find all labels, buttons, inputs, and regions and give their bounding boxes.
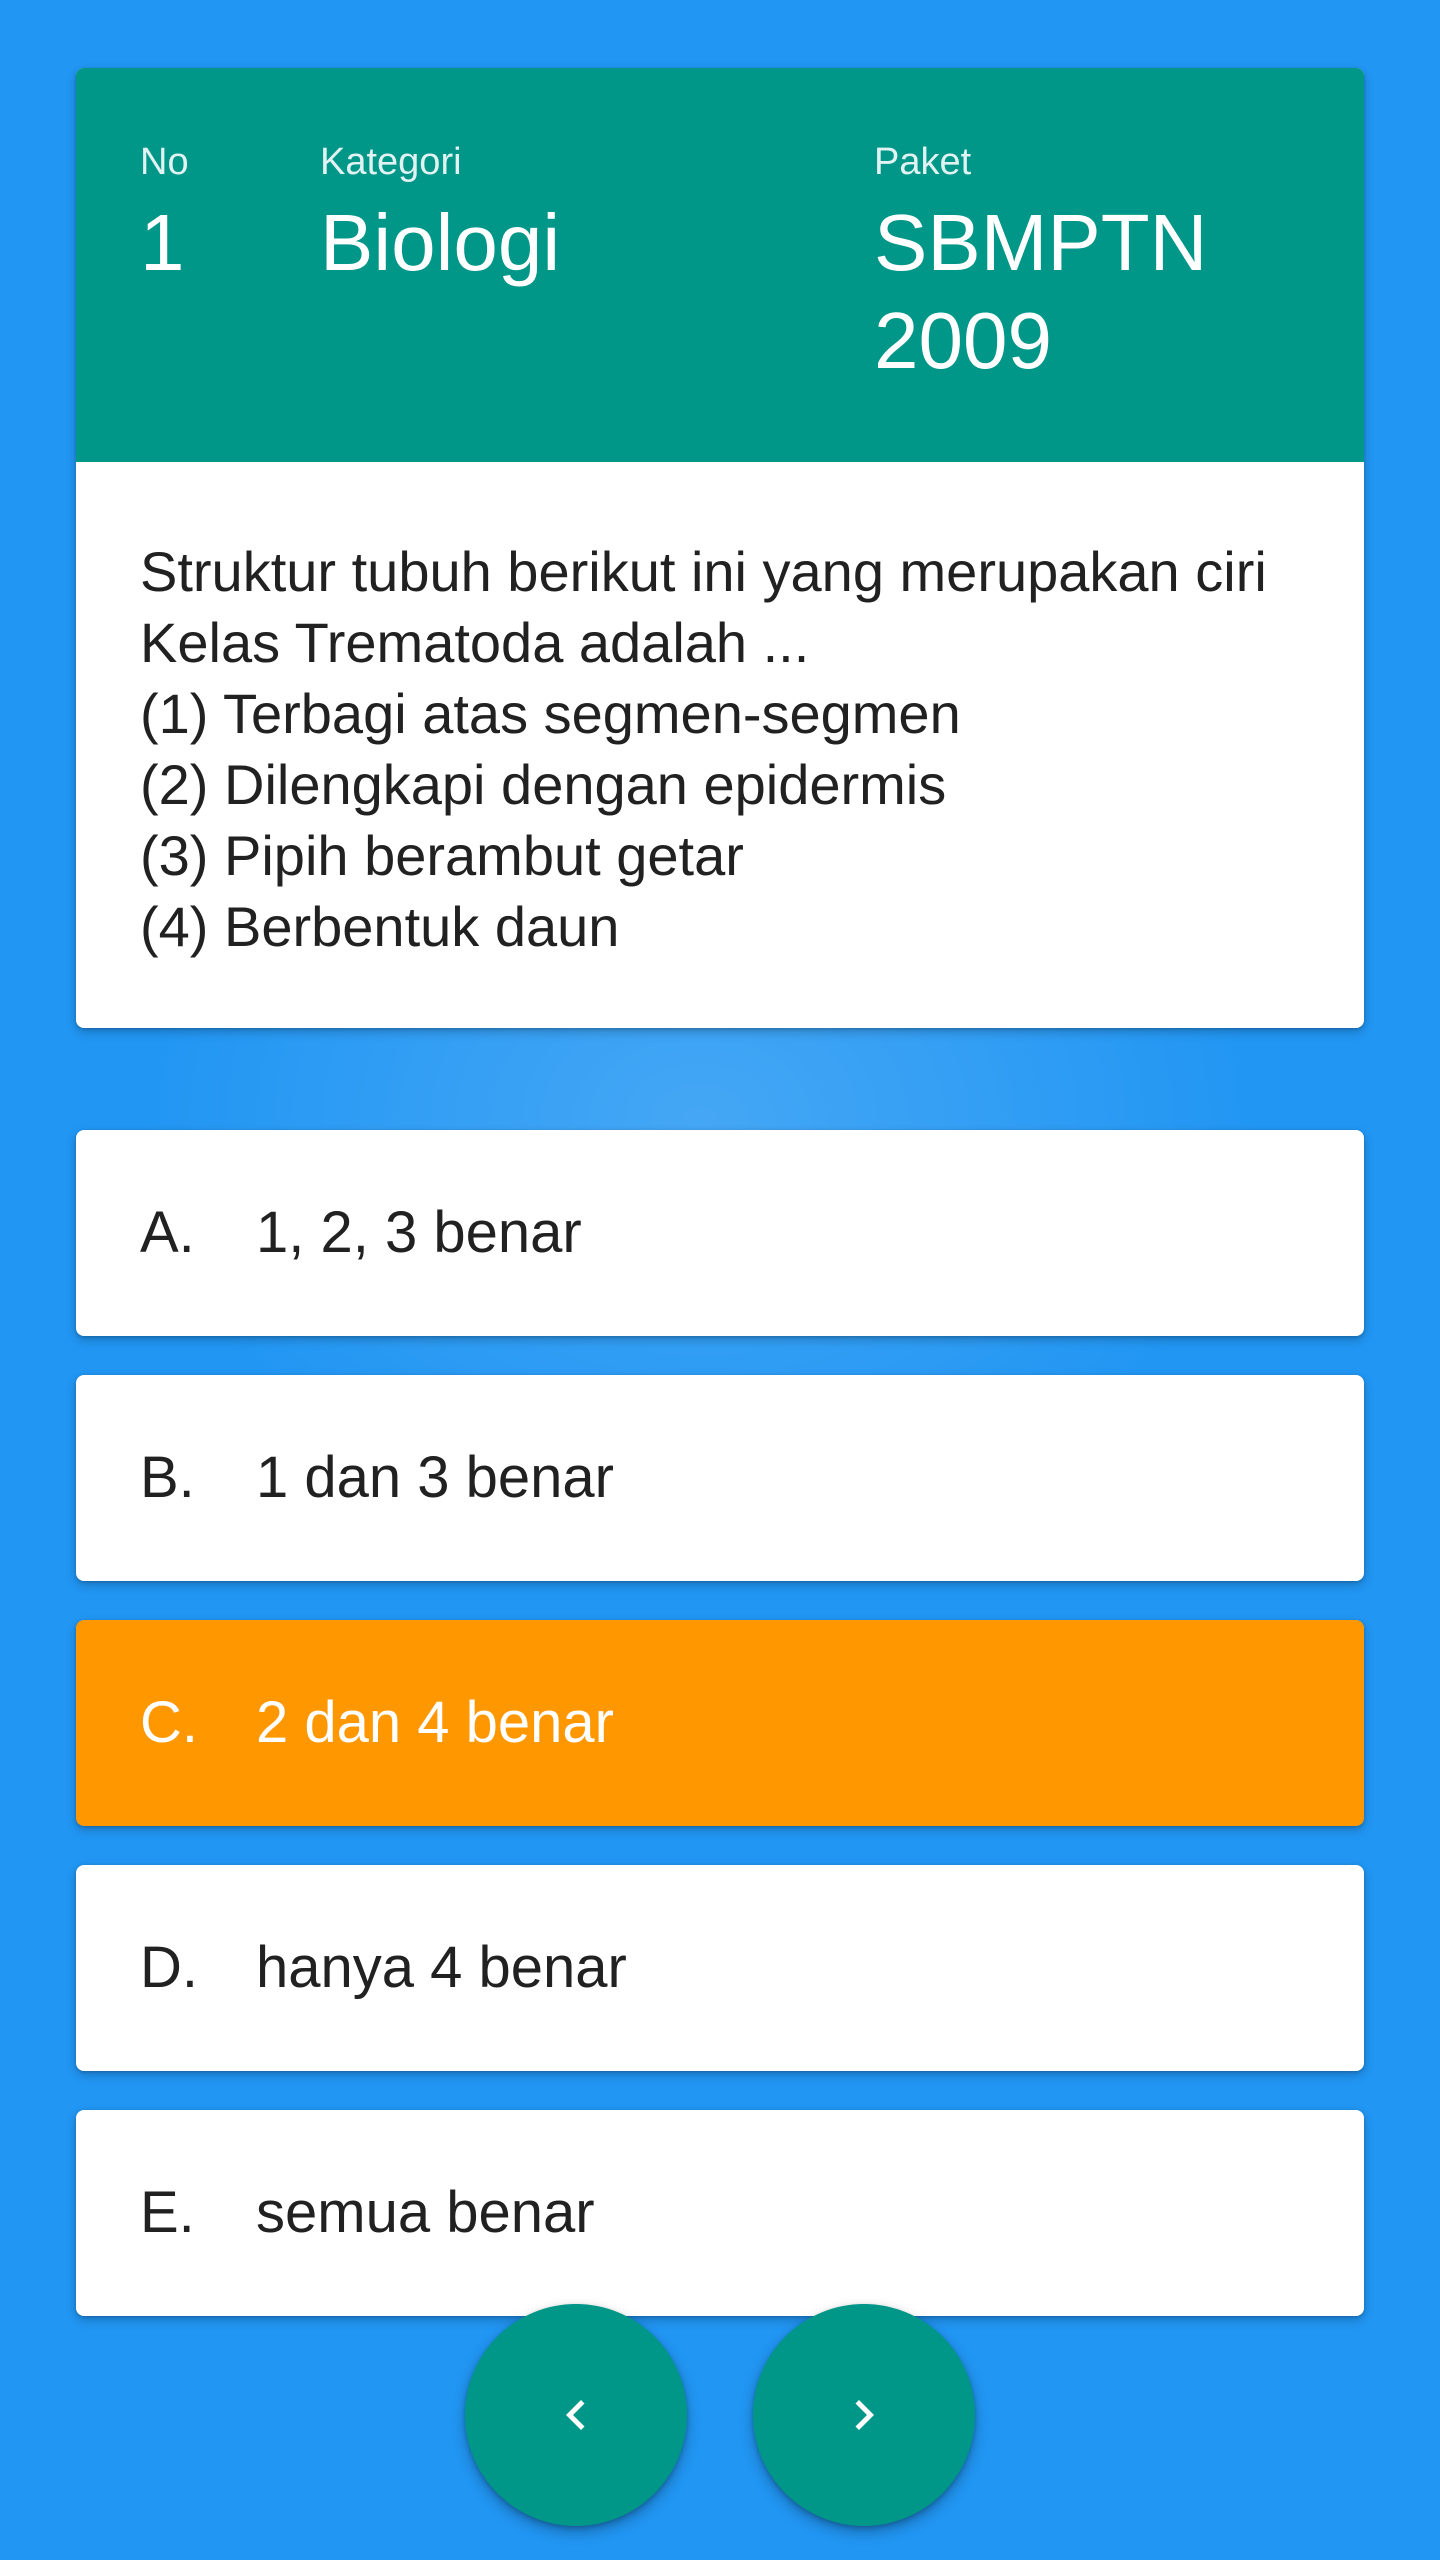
option-c-letter: C. — [140, 1690, 198, 1755]
option-d-text: hanya 4 benar — [256, 1935, 627, 2000]
question-header — [76, 68, 1364, 462]
kategori-value: Biologi — [320, 198, 561, 287]
option-b-button[interactable] — [76, 1375, 1364, 1581]
option-c-text: 2 dan 4 benar — [256, 1690, 614, 1755]
option-b-letter: B. — [140, 1445, 195, 1510]
question-stem: Struktur tubuh berikut ini yang merupakan ciri Kelas Trematoda adalah ... — [140, 540, 1267, 674]
paket-value: SBMPTN 2009 — [874, 198, 1208, 385]
option-d-letter: D. — [140, 1935, 198, 2000]
option-a-text: 1, 2, 3 benar — [256, 1200, 582, 1265]
chevron-left-icon — [546, 2385, 606, 2445]
option-b-text: 1 dan 3 benar — [256, 1445, 614, 1510]
question-statement-4: (4) Berbentuk daun — [140, 895, 620, 958]
question-statement-2: (2) Dilengkapi dengan epidermis — [140, 753, 947, 816]
option-c-button[interactable] — [76, 1620, 1364, 1826]
option-a-button[interactable] — [76, 1130, 1364, 1336]
no-value: 1 — [140, 198, 185, 287]
option-a-letter: A. — [140, 1200, 195, 1265]
next-question-button[interactable] — [753, 2304, 975, 2526]
question-text — [140, 536, 1320, 962]
paket-label: Paket — [874, 141, 972, 183]
option-e-letter: E. — [140, 2180, 195, 2245]
option-e-button[interactable] — [76, 2110, 1364, 2316]
option-d-button[interactable] — [76, 1865, 1364, 2071]
no-label: No — [140, 141, 189, 183]
question-statement-1: (1) Terbagi atas segmen-segmen — [140, 682, 961, 745]
previous-question-button[interactable] — [465, 2304, 687, 2526]
chevron-right-icon — [834, 2385, 894, 2445]
kategori-label: Kategori — [320, 141, 462, 183]
question-statement-3: (3) Pipih berambut getar — [140, 824, 744, 887]
option-e-text: semua benar — [256, 2180, 595, 2245]
question-card — [76, 68, 1364, 1028]
